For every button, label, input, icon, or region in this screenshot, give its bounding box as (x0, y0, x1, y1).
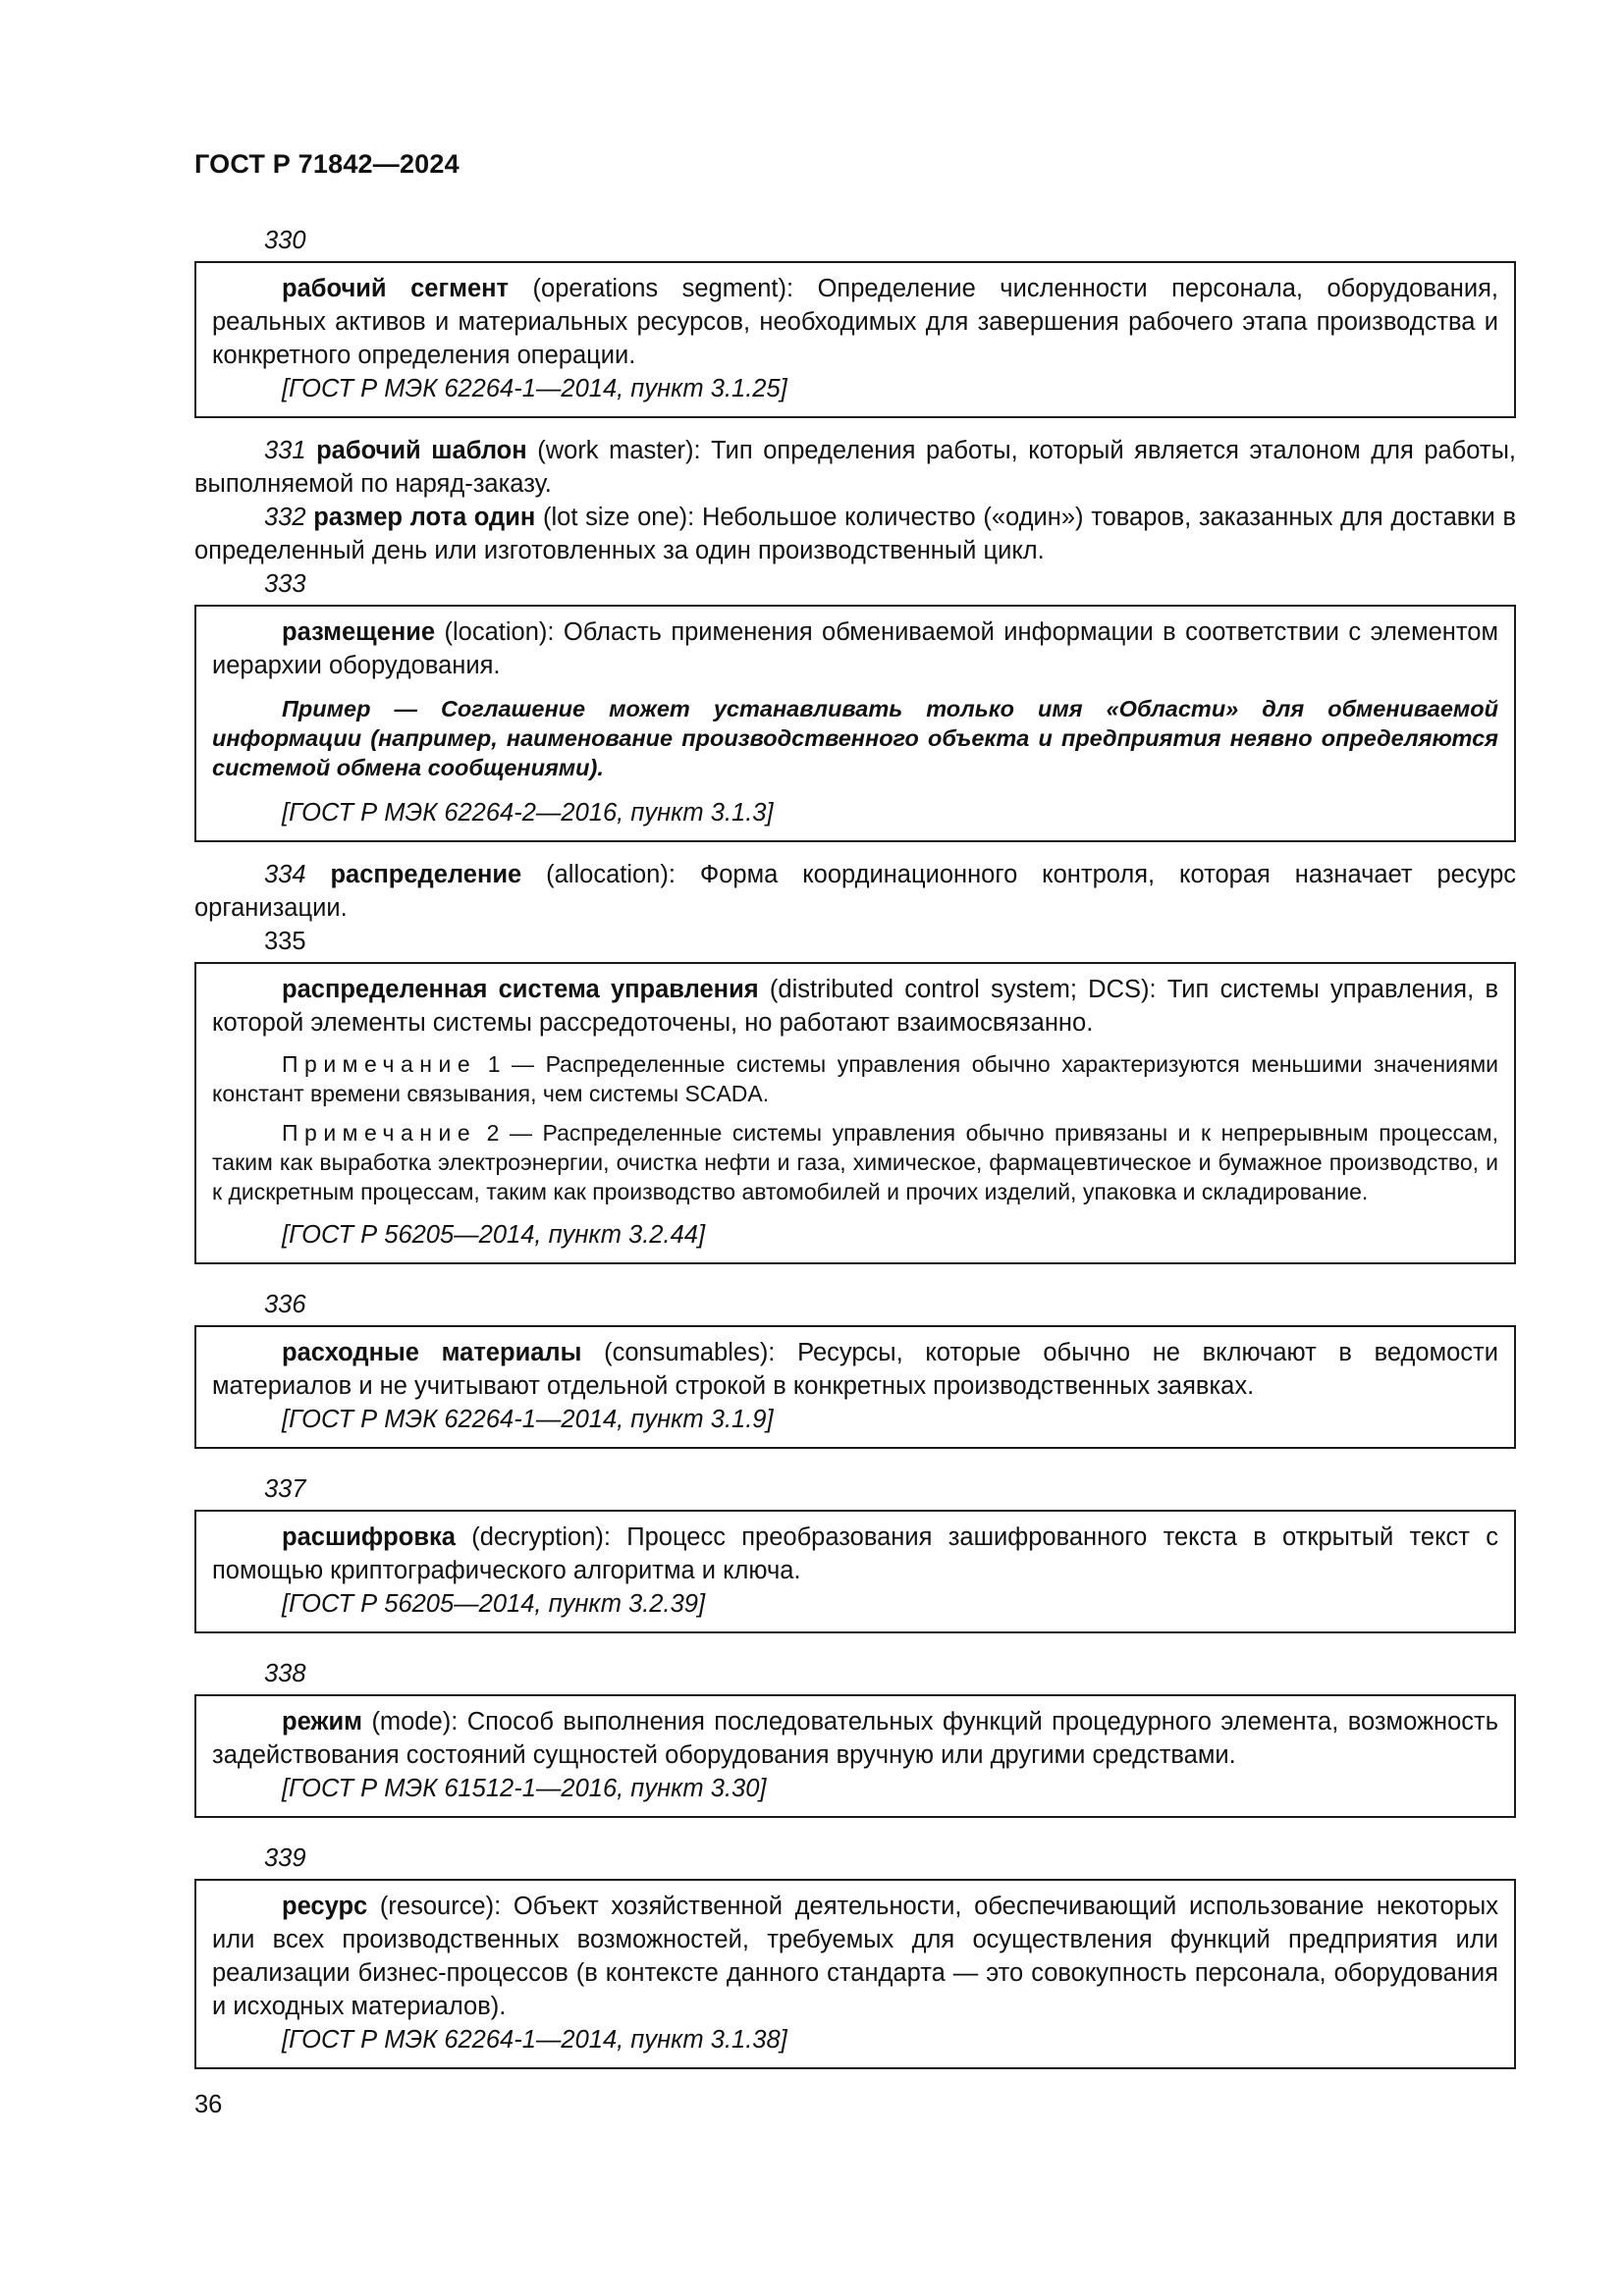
term-english: (decryption): (455, 1523, 627, 1551)
term-definition-334 (194, 858, 1516, 925)
note-text: 1 — Распределенные системы управления обычно характеризуются меньшими значениями констант времени связывания, чем системы SCADA. (212, 1051, 1498, 1106)
term-definition-335 (212, 973, 1498, 1040)
term-note-1-335 (212, 1049, 1498, 1108)
term-name: рабочий шаблон (316, 437, 527, 464)
term-text: Способ выполнения последовательных функций процедурного элемента, возможность задействования состояний сущностей оборудования вручную или другими средствами. (212, 1708, 1499, 1769)
term-text: Тип определения работы, который является эталоном для работы, выполняемой по наряд-заказу. (194, 437, 1516, 498)
term-definition-333 (212, 615, 1498, 682)
entry-number-330: 330 (264, 227, 306, 254)
term-source-337: [ГОСТ Р 56205—2014, пункт 3.2.39] (282, 1590, 706, 1618)
term-name: распределенная система управления (282, 976, 759, 1003)
document-code-header: ГОСТ Р 71842—2024 (194, 149, 460, 179)
term-text: Процесс преобразования зашифрованного текста в открытый текст с помощью криптографического алгоритма и ключа. (212, 1523, 1499, 1584)
term-english: (mode): (362, 1708, 467, 1735)
terms-list (194, 224, 1516, 2069)
term-name: распределение (330, 861, 522, 888)
term-source-330: [ГОСТ Р МЭК 62264-1—2014, пункт 3.1.25] (282, 375, 787, 402)
term-note-2-335 (212, 1118, 1498, 1206)
term-name: размер лота один (313, 504, 536, 531)
term-english: (work master): (526, 437, 712, 464)
term-english: (location): (435, 618, 564, 646)
term-source-335: [ГОСТ Р 56205—2014, пункт 3.2.44] (282, 1221, 706, 1249)
term-text: Определение численности персонала, оборудования, реальных активов и материальных ресурсов, необходимых для завершения рабочего этапа производства и конкретного определения операции. (212, 275, 1498, 369)
term-box-339 (194, 1879, 1516, 2069)
term-box-333 (194, 605, 1516, 842)
term-source-338: [ГОСТ Р МЭК 61512-1—2016, пункт 3.30] (282, 1775, 767, 1802)
term-source-333: [ГОСТ Р МЭК 62264-2—2016, пункт 3.1.3] (282, 799, 774, 827)
term-name: размещение (282, 618, 436, 646)
term-english: (distributed control system; DCS): (758, 976, 1167, 1003)
term-name: ресурс (282, 1893, 368, 1920)
term-text: Объект хозяйственной деятельности, обеспечивающий использование некоторых или всех производственных возможностей, требуемых для осуществления функций предприятия или реализации бизнес-процессов (в контексте данного стандарта — это совокупность персонала, оборудования и исходных материалов). (212, 1893, 1498, 2020)
term-definition-332 (194, 501, 1516, 567)
term-box-336 (194, 1325, 1516, 1449)
term-box-338 (194, 1694, 1516, 1818)
term-definition-339 (212, 1890, 1498, 2023)
term-english: (operations segment): (509, 275, 818, 302)
note-label: Примечание (282, 1051, 477, 1077)
page-number: 36 (194, 2091, 223, 2118)
entry-number-336: 336 (264, 1291, 306, 1318)
term-definition-331 (194, 434, 1516, 501)
term-text: Небольшое количество («один») товаров, заказанных для доставки в определенный день или изготовленных за один производственный цикл. (194, 504, 1516, 564)
note-text: 2 — Распределенные системы управления обычно привязаны и к непрерывным процессам, таким как выработка электроэнергии, очистка нефти и газа, химическое, фармацевтическое и бумажное производство, и к дискретным процессам, таким как производство автомобилей и прочих изделий, упаковка и складирование. (212, 1120, 1498, 1204)
entry-number-331: 331 (264, 437, 306, 464)
term-text: Ресурсы, которые обычно не включают в ведомости материалов и не учитывают отдельной строкой в конкретных производственных заявках. (212, 1339, 1498, 1400)
note-label: Примечание (282, 1120, 477, 1146)
term-name: режим (282, 1708, 363, 1735)
term-text: Область применения обмениваемой информации в соответствии с элементом иерархии оборудования. (212, 618, 1498, 679)
term-box-337 (194, 1510, 1516, 1633)
term-example-333: Пример — Соглашение может устанавливать только имя «Области» для обмениваемой информации (например, наименование производственного объекта и предприятия неявно определяются системой обмена сообщениями). (212, 696, 1498, 780)
term-english: (resource): (367, 1893, 514, 1920)
term-box-335 (194, 962, 1516, 1264)
entry-number-335: 335 (264, 928, 306, 955)
term-name: расходные материалы (282, 1339, 582, 1366)
term-name: рабочий сегмент (282, 275, 510, 302)
entry-number-332: 332 (264, 504, 306, 531)
term-source-336: [ГОСТ Р МЭК 62264-1—2014, пункт 3.1.9] (282, 1406, 774, 1433)
entry-number-338: 338 (264, 1660, 306, 1687)
term-definition-338 (212, 1705, 1498, 1772)
term-box-330 (194, 261, 1516, 418)
term-definition-336 (212, 1336, 1498, 1403)
entry-number-334: 334 (264, 861, 306, 888)
term-text: Форма координационного контроля, которая назначает ресурс организации. (194, 861, 1517, 922)
term-english: (allocation): (521, 861, 700, 888)
term-name: расшифровка (282, 1523, 456, 1551)
term-source-339: [ГОСТ Р МЭК 62264-1—2014, пункт 3.1.38] (282, 2026, 787, 2054)
term-definition-337 (212, 1521, 1498, 1587)
entry-number-337: 337 (264, 1475, 306, 1503)
entry-number-339: 339 (264, 1844, 306, 1872)
term-english: (consumables): (581, 1339, 798, 1366)
entry-number-333: 333 (264, 570, 306, 598)
term-definition-330 (212, 272, 1498, 372)
term-text: Тип системы управления, в которой элементы системы рассредоточены, но работают взаимосвязанно. (212, 976, 1498, 1037)
term-english: (lot size one): (535, 504, 702, 531)
